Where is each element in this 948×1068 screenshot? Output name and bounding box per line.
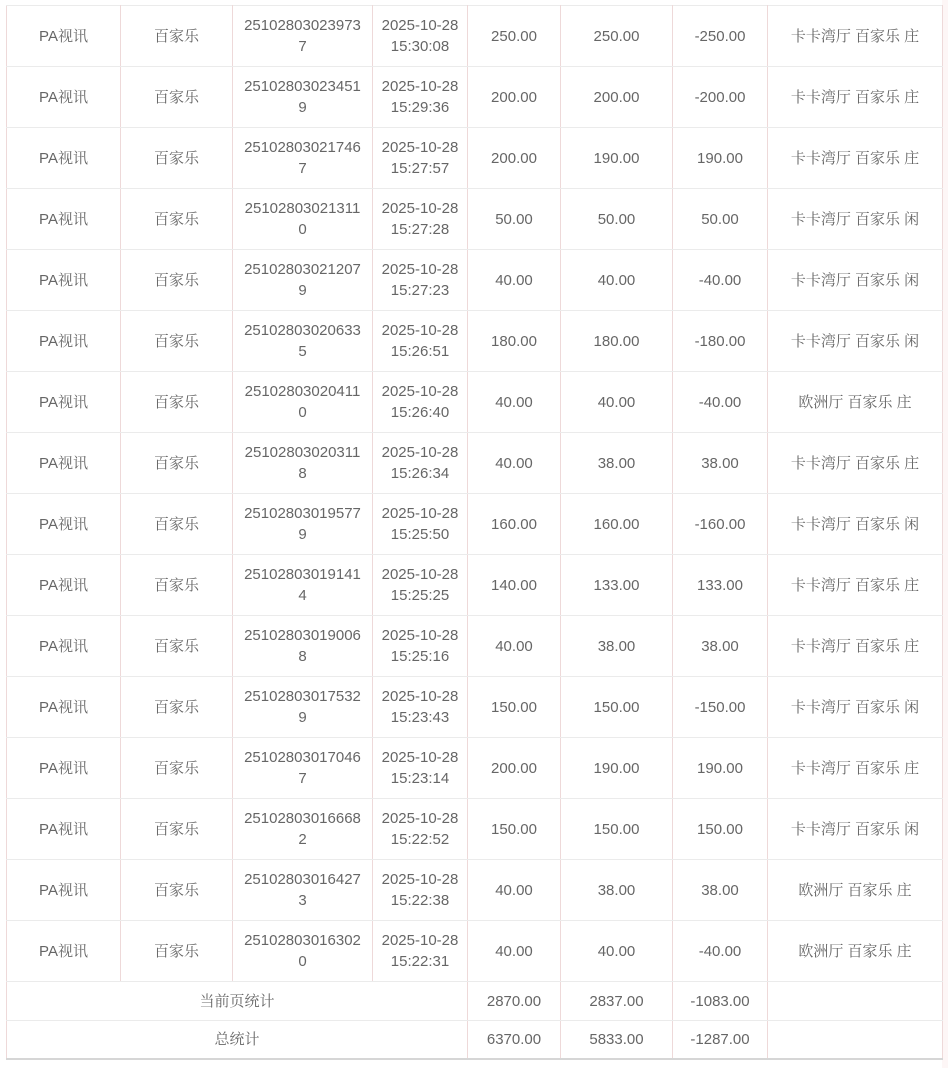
cell-platform: PA视讯 — [7, 738, 121, 799]
cell-bet-time: 2025-10-28 15:22:31 — [373, 921, 468, 982]
cell-platform: PA视讯 — [7, 311, 121, 372]
cell-win-loss: 38.00 — [673, 616, 768, 677]
cell-win-loss: 50.00 — [673, 189, 768, 250]
cell-order-number: 251028030204110 — [233, 372, 373, 433]
cell-win-loss: -40.00 — [673, 921, 768, 982]
cell-game-type: 百家乐 — [121, 6, 233, 67]
grand-total-summary-label: 总统计 — [7, 1021, 468, 1059]
cell-game-type: 百家乐 — [121, 860, 233, 921]
cell-order-number: 251028030212079 — [233, 250, 373, 311]
cell-bet-time: 2025-10-28 15:25:50 — [373, 494, 468, 555]
cell-game-type: 百家乐 — [121, 311, 233, 372]
cell-bet-detail: 欧洲厅 百家乐 庄 — [768, 860, 943, 921]
cell-bet-amount: 140.00 — [468, 555, 561, 616]
cell-order-number: 251028030203118 — [233, 433, 373, 494]
grand-total-summary-empty-cell — [768, 1021, 943, 1059]
cell-valid-amount: 50.00 — [561, 189, 673, 250]
cell-win-loss: -200.00 — [673, 67, 768, 128]
cell-order-number: 251028030239737 — [233, 6, 373, 67]
cell-platform: PA视讯 — [7, 616, 121, 677]
cell-valid-amount: 40.00 — [561, 372, 673, 433]
cell-game-type: 百家乐 — [121, 738, 233, 799]
current-page-summary-label: 当前页统计 — [7, 982, 468, 1021]
cell-game-type: 百家乐 — [121, 250, 233, 311]
cell-order-number: 251028030175329 — [233, 677, 373, 738]
table-row — [7, 250, 943, 311]
table-row — [7, 67, 943, 128]
cell-bet-time: 2025-10-28 15:27:28 — [373, 189, 468, 250]
cell-order-number: 251028030190068 — [233, 616, 373, 677]
cell-valid-amount: 40.00 — [561, 250, 673, 311]
cell-win-loss: 150.00 — [673, 799, 768, 860]
table-row — [7, 677, 943, 738]
cell-valid-amount: 150.00 — [561, 799, 673, 860]
cell-win-loss: -250.00 — [673, 6, 768, 67]
cell-bet-detail: 卡卡湾厅 百家乐 闲 — [768, 799, 943, 860]
cell-bet-amount: 200.00 — [468, 67, 561, 128]
cell-valid-amount: 250.00 — [561, 6, 673, 67]
cell-valid-amount: 200.00 — [561, 67, 673, 128]
cell-order-number: 251028030217467 — [233, 128, 373, 189]
table-row — [7, 128, 943, 189]
cell-bet-amount: 200.00 — [468, 128, 561, 189]
cell-platform: PA视讯 — [7, 189, 121, 250]
grand-total-summary-row — [7, 1021, 943, 1059]
cell-valid-amount: 40.00 — [561, 921, 673, 982]
cell-bet-detail: 卡卡湾厅 百家乐 庄 — [768, 555, 943, 616]
cell-platform: PA视讯 — [7, 67, 121, 128]
cell-platform: PA视讯 — [7, 250, 121, 311]
cell-game-type: 百家乐 — [121, 921, 233, 982]
cell-bet-detail: 欧洲厅 百家乐 庄 — [768, 372, 943, 433]
cell-bet-time: 2025-10-28 15:25:16 — [373, 616, 468, 677]
cell-platform: PA视讯 — [7, 433, 121, 494]
cell-order-number: 251028030170467 — [233, 738, 373, 799]
cell-bet-detail: 卡卡湾厅 百家乐 庄 — [768, 67, 943, 128]
cell-bet-amount: 40.00 — [468, 616, 561, 677]
current-page-summary-row — [7, 982, 943, 1021]
cell-game-type: 百家乐 — [121, 189, 233, 250]
table-row — [7, 311, 943, 372]
cell-bet-amount: 150.00 — [468, 677, 561, 738]
cell-valid-amount: 180.00 — [561, 311, 673, 372]
cell-valid-amount: 38.00 — [561, 616, 673, 677]
cell-win-loss: 38.00 — [673, 433, 768, 494]
cell-platform: PA视讯 — [7, 494, 121, 555]
cell-bet-amount: 40.00 — [468, 372, 561, 433]
cell-valid-amount: 150.00 — [561, 677, 673, 738]
current-page-winloss-total: -1083.00 — [673, 982, 768, 1021]
cell-order-number: 251028030234519 — [233, 67, 373, 128]
cell-valid-amount: 133.00 — [561, 555, 673, 616]
grand-total-valid-total: 5833.00 — [561, 1021, 673, 1059]
cell-game-type: 百家乐 — [121, 799, 233, 860]
cell-win-loss: 190.00 — [673, 738, 768, 799]
cell-game-type: 百家乐 — [121, 67, 233, 128]
cell-valid-amount: 190.00 — [561, 738, 673, 799]
cell-platform: PA视讯 — [7, 555, 121, 616]
cell-platform: PA视讯 — [7, 860, 121, 921]
cell-valid-amount: 38.00 — [561, 433, 673, 494]
table-row — [7, 616, 943, 677]
cell-bet-time: 2025-10-28 15:23:43 — [373, 677, 468, 738]
grand-total-winloss-total: -1287.00 — [673, 1021, 768, 1059]
cell-platform: PA视讯 — [7, 921, 121, 982]
table-row — [7, 433, 943, 494]
table-row — [7, 860, 943, 921]
table-row — [7, 921, 943, 982]
cell-bet-time: 2025-10-28 15:29:36 — [373, 67, 468, 128]
cell-bet-detail: 欧洲厅 百家乐 庄 — [768, 921, 943, 982]
table-row — [7, 555, 943, 616]
cell-order-number: 251028030213110 — [233, 189, 373, 250]
cell-platform: PA视讯 — [7, 6, 121, 67]
cell-game-type: 百家乐 — [121, 677, 233, 738]
cell-platform: PA视讯 — [7, 372, 121, 433]
cell-order-number: 251028030164273 — [233, 860, 373, 921]
cell-order-number: 251028030163020 — [233, 921, 373, 982]
cell-bet-detail: 卡卡湾厅 百家乐 庄 — [768, 6, 943, 67]
cell-valid-amount: 38.00 — [561, 860, 673, 921]
cell-bet-amount: 40.00 — [468, 250, 561, 311]
cell-game-type: 百家乐 — [121, 128, 233, 189]
cell-bet-time: 2025-10-28 15:27:57 — [373, 128, 468, 189]
cell-bet-detail: 卡卡湾厅 百家乐 庄 — [768, 128, 943, 189]
cell-bet-time: 2025-10-28 15:30:08 — [373, 6, 468, 67]
cell-bet-detail: 卡卡湾厅 百家乐 庄 — [768, 433, 943, 494]
cell-bet-detail: 卡卡湾厅 百家乐 闲 — [768, 677, 943, 738]
cell-game-type: 百家乐 — [121, 555, 233, 616]
cell-bet-time: 2025-10-28 15:27:23 — [373, 250, 468, 311]
cell-platform: PA视讯 — [7, 677, 121, 738]
cell-bet-time: 2025-10-28 15:22:52 — [373, 799, 468, 860]
cell-game-type: 百家乐 — [121, 372, 233, 433]
cell-bet-time: 2025-10-28 15:26:40 — [373, 372, 468, 433]
table-row — [7, 189, 943, 250]
cell-win-loss: -150.00 — [673, 677, 768, 738]
table-row — [7, 738, 943, 799]
table-row — [7, 372, 943, 433]
cell-bet-amount: 150.00 — [468, 799, 561, 860]
cell-bet-amount: 180.00 — [468, 311, 561, 372]
cell-order-number: 251028030206335 — [233, 311, 373, 372]
cell-bet-time: 2025-10-28 15:23:14 — [373, 738, 468, 799]
cell-bet-time: 2025-10-28 15:22:38 — [373, 860, 468, 921]
cell-valid-amount: 160.00 — [561, 494, 673, 555]
cell-order-number: 251028030195779 — [233, 494, 373, 555]
cell-valid-amount: 190.00 — [561, 128, 673, 189]
current-page-summary-empty-cell — [768, 982, 943, 1021]
cell-bet-detail: 卡卡湾厅 百家乐 庄 — [768, 616, 943, 677]
cell-game-type: 百家乐 — [121, 494, 233, 555]
cell-bet-time: 2025-10-28 15:26:51 — [373, 311, 468, 372]
cell-win-loss: 38.00 — [673, 860, 768, 921]
cell-bet-detail: 卡卡湾厅 百家乐 闲 — [768, 250, 943, 311]
cell-game-type: 百家乐 — [121, 616, 233, 677]
cell-bet-detail: 卡卡湾厅 百家乐 庄 — [768, 738, 943, 799]
cell-bet-amount: 200.00 — [468, 738, 561, 799]
table-row — [7, 799, 943, 860]
cell-bet-amount: 50.00 — [468, 189, 561, 250]
table-row — [7, 6, 943, 67]
grand-total-bet-total: 6370.00 — [468, 1021, 561, 1059]
cell-win-loss: -40.00 — [673, 372, 768, 433]
betting-records-table — [6, 5, 943, 1060]
cell-win-loss: -40.00 — [673, 250, 768, 311]
cell-order-number: 251028030166682 — [233, 799, 373, 860]
cell-platform: PA视讯 — [7, 799, 121, 860]
cell-bet-amount: 40.00 — [468, 921, 561, 982]
cell-order-number: 251028030191414 — [233, 555, 373, 616]
cell-bet-amount: 160.00 — [468, 494, 561, 555]
cell-bet-detail: 卡卡湾厅 百家乐 闲 — [768, 189, 943, 250]
cell-bet-time: 2025-10-28 15:25:25 — [373, 555, 468, 616]
cell-bet-time: 2025-10-28 15:26:34 — [373, 433, 468, 494]
cell-bet-detail: 卡卡湾厅 百家乐 闲 — [768, 311, 943, 372]
table-row — [7, 494, 943, 555]
cell-win-loss: -160.00 — [673, 494, 768, 555]
cell-bet-amount: 40.00 — [468, 433, 561, 494]
cell-bet-amount: 40.00 — [468, 860, 561, 921]
cell-win-loss: -180.00 — [673, 311, 768, 372]
cell-bet-detail: 卡卡湾厅 百家乐 闲 — [768, 494, 943, 555]
cell-win-loss: 133.00 — [673, 555, 768, 616]
cell-win-loss: 190.00 — [673, 128, 768, 189]
cell-platform: PA视讯 — [7, 128, 121, 189]
cell-bet-amount: 250.00 — [468, 6, 561, 67]
current-page-bet-total: 2870.00 — [468, 982, 561, 1021]
cell-game-type: 百家乐 — [121, 433, 233, 494]
current-page-valid-total: 2837.00 — [561, 982, 673, 1021]
